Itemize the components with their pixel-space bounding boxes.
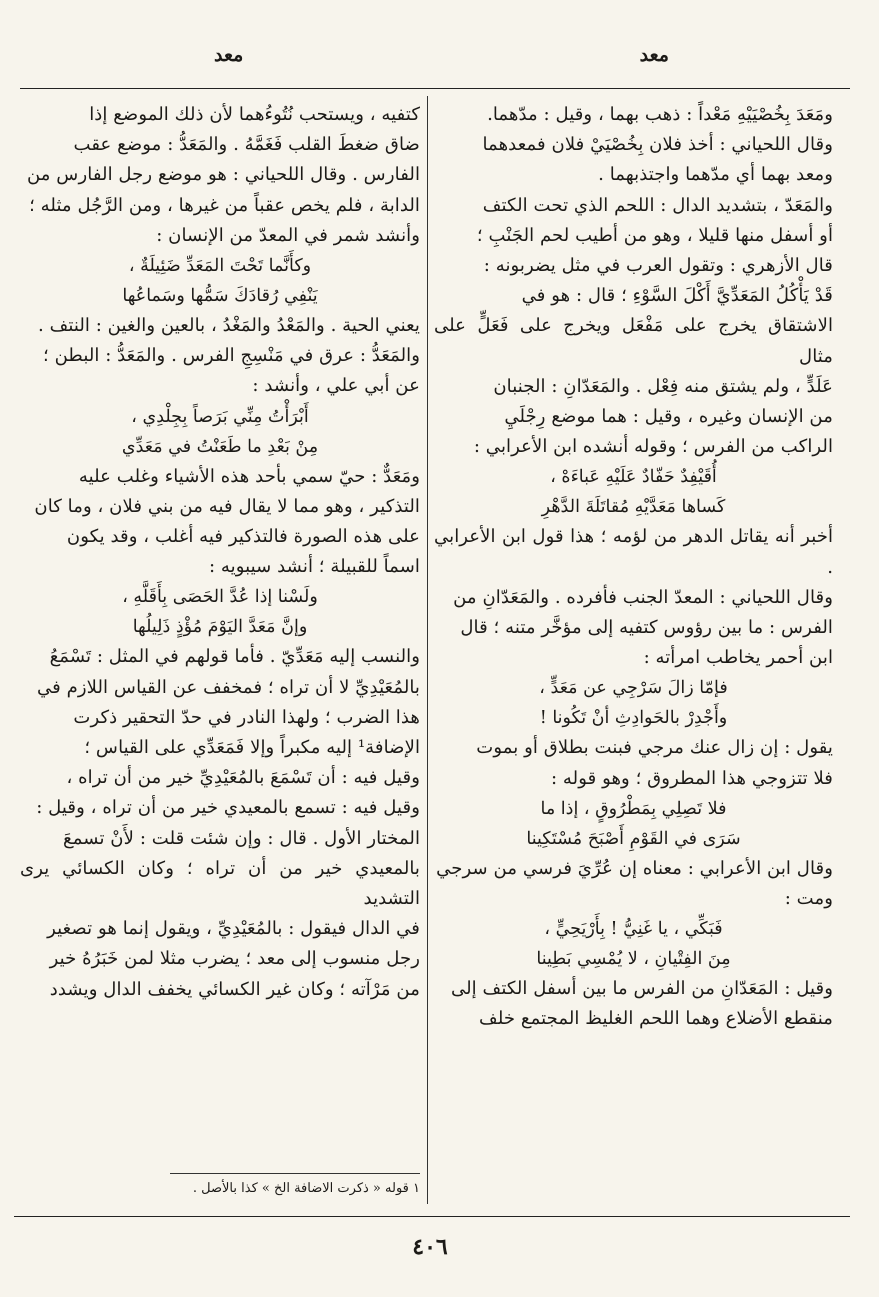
verse-line: أُقَيْفِدٌ حَفّادٌ عَلَيْهِ عَباءَهْ ،: [550, 467, 717, 488]
text-line: المختار الأول . قال : وإن شئت قلت : لأَنْ تسمعَ: [63, 827, 420, 849]
text-line: ومعد بهما أي مدّهما واجتذبهما .: [598, 164, 833, 186]
verse-line: وإنَّ مَعَدَّ اليَوْمَ مُؤْذٍ ذَلِيلُها: [132, 617, 308, 638]
text-line: الفارس . وقال اللحياني : هو موضع رجل الفارس من: [26, 164, 420, 186]
page-header-right: معد: [639, 44, 669, 66]
verse-line: أَبْرَأْتُ مِنِّي بَرَصاً بِجِلْدِي ،: [131, 406, 309, 427]
verse-line: كَساها مَعَدَّيْهِ مُقاتَلَةَ الدَّهْرِ: [541, 497, 726, 518]
text-line: أخبر أنه يقاتل الدهر من لؤمه ؛ هذا قول ابن الأعرابي .: [434, 526, 833, 578]
column-divider: [427, 96, 428, 1204]
verse-line: سَرَى في القَوْمِ أَصْبَحَ مُسْتَكِينا: [526, 828, 741, 849]
header-rule: [20, 88, 850, 89]
text-line: ومَعَدَ بِخُصْيَيْهِ مَعْداً : ذهب بهما ، وقيل : مدّهما.: [487, 104, 833, 125]
text-line: وقيل فيه : أن تَسْمَعَ بالمُعَيْدِيِّ خير من أن تراه ،: [66, 767, 420, 789]
text-line: وقال ابن الأعرابي : معناه إن عُرِّيَ فرسي من سرجي: [436, 857, 833, 879]
verse-line: وأَجْدِرْ بالحَوادِثِ أنْ تَكُونا !: [539, 708, 728, 729]
text-line: قَدْ يَأْكُلُ المَعَدِّيَّ أَكْلَ السَّوْءِ ؛ قال : هو في: [521, 285, 833, 307]
right-column: [434, 100, 833, 1035]
text-line: عن أبي علي ، وأنشد :: [252, 375, 420, 397]
text-line: والمَعَدّ ، بتشديد الدال : اللحم الذي تحت الكتف: [482, 194, 833, 216]
text-line: وقيل : المَعَدّانِ من الفرس ما بين أسفل الكتف إلى: [450, 978, 833, 1000]
text-line: الراكب من الفرس ؛ وقوله أنشده ابن الأعرابي :: [473, 436, 833, 458]
verse-line: فلا تَصِلِي بِمَطْرُوقٍ ، إذا ما: [540, 798, 727, 819]
text-line: رجل منسوب إلى معد ؛ يضرب مثلا لمن خَبَرُهُ خير: [49, 948, 420, 970]
text-line: ومَعَدٌّ : حيّ سمي بأحد هذه الأشياء وغلب عليه: [78, 465, 420, 487]
text-line: هذا الضرب ؛ ولهذا النادر في حدّ التحقير ذكرت: [73, 706, 420, 728]
text-line: التذكير ، وهو مما لا يقال فيه من بني فلان ، وما كان: [34, 495, 420, 517]
text-line: الفرس : ما بين رؤوس كتفيه إلى مؤخَّر متنه ؛ قال: [460, 617, 833, 639]
left-column: [20, 100, 420, 1005]
verse-line: فَبَكِّي ، يا غَنِيُّ ! بِأَرْيَحِيٍّ ،: [544, 919, 723, 940]
footnote: ١ قوله « ذكرت الاضافة الخ » كذا بالأصل .: [192, 1181, 420, 1196]
verse-line: فإمّا زالَ سَرْجِي عن مَعَدٍّ ،: [539, 678, 728, 699]
text-line: أو أسفل منها قليلا ، وهو من أطيب لحم الجَنْبِ ؛: [476, 224, 833, 246]
page-number: ٤٠٦: [412, 1234, 448, 1260]
text-line: الدابة ، فلم يخص عقباً من غيرها ، ومن الرَّجُل مثله ؛: [29, 194, 420, 216]
text-line: بالمعيدي خير من أن تراه ؛ وكان الكسائي يرى التشديد: [20, 857, 420, 910]
text-line: الاشتقاق يخرج على مَفْعَل ويخرج على فَعَلٍّ على مثال: [434, 315, 833, 367]
text-line: وقال اللحياني : المعدّ الجنب فأفرده . والمَعَدّانِ من: [453, 586, 833, 608]
text-line: منقطع الأضلاع وهما اللحم الغليظ المجتمع خلف: [479, 1008, 833, 1030]
text-line: كتفيه ، ويستحب نُتُوءُهما لأن ذلك الموضع إذا: [89, 104, 420, 125]
text-line: وأنشد شمر في المعدّ من الإنسان :: [156, 224, 420, 246]
text-line: فلا تتزوجي هذا المطروق ؛ وهو قوله :: [551, 767, 833, 789]
text-line: من مَرْآته ؛ وكان غير الكسائي يخفف الدال ويشدد: [49, 978, 420, 1000]
footnote-rule: [170, 1173, 420, 1174]
text-line: ابن أحمر يخاطب امرأته :: [643, 647, 833, 669]
text-line: والنسب إليه مَعَدِّيّ . فأما قولهم في المثل : تَسْمَعُ: [49, 646, 420, 668]
verse-line: مِنْ بَعْدِ ما طَعَنْتُ في مَعَدِّي: [121, 436, 319, 457]
verse-line: يَنْفِي رُقادَكَ سَمُّها وسَماعُها: [122, 286, 318, 307]
text-line: في الدال فيقول : بالمُعَيْدِيِّ ، ويقول إنما هو تصغير: [47, 918, 420, 940]
text-line: على هذه الصورة فالتذكير فيه أغلب ، وقد يكون: [66, 526, 420, 548]
text-line: ضاق ضغطَ القلب فَغَمَّهُ . والمَعَدُّ : موضع عقب: [73, 134, 420, 156]
text-line: قال الأزهري : وتقول العرب في مثل يضربونه :: [483, 255, 833, 277]
text-line: اسماً للقبيلة ؛ أنشد سيبويه :: [209, 556, 420, 578]
text-line: يقول : إن زال عنك مرجي فبنت بطلاق أو بموت: [476, 737, 833, 759]
text-line: من الإنسان وغيره ، وقيل : هما موضع رِجْلَيِ: [504, 406, 833, 428]
text-line: وقال اللحياني : أخذ فلان بِخُصْيَيْ فلان فمعدهما: [482, 134, 833, 156]
verse-line: مِنَ الفِتْيانِ ، لا يُمْسِي بَطِينا: [536, 949, 731, 970]
text-line: عَلَدٍّ ، ولم يشتق منه فِعْل . والمَعَدّانِ : الجنبان: [493, 375, 833, 397]
text-line: يعني الحية . والمَعْدُ والمَغْدُ ، بالعين والغين : النتف .: [38, 315, 420, 337]
footer-rule: [14, 1216, 850, 1217]
verse-line: ولَسْنا إذا عُدَّ الحَصَى بِأَقَلَّهِ ،: [122, 587, 318, 608]
text-line: الإضافة¹ إليه مكبراً وإلا فَمَعَدِّي على القياس ؛: [84, 737, 420, 759]
text-line: وقيل فيه : تسمع بالمعيدي خير من أن تراه ، وقيل :: [36, 797, 420, 819]
page-header-left: معد: [214, 44, 244, 66]
text-line: ومت :: [784, 888, 833, 910]
text-line: والمَعَدُّ : عرق في مَنْسِجِ الفرس . والمَعَدُّ : البطن ؛: [43, 345, 420, 367]
text-line: بالمُعَيْدِيِّ لا أن تراه ؛ فمخفف عن القياس اللازم في: [36, 676, 420, 698]
verse-line: وكأَنَّما تَحْتَ المَعَدِّ ضَئِيلَةٌ ،: [128, 256, 312, 277]
